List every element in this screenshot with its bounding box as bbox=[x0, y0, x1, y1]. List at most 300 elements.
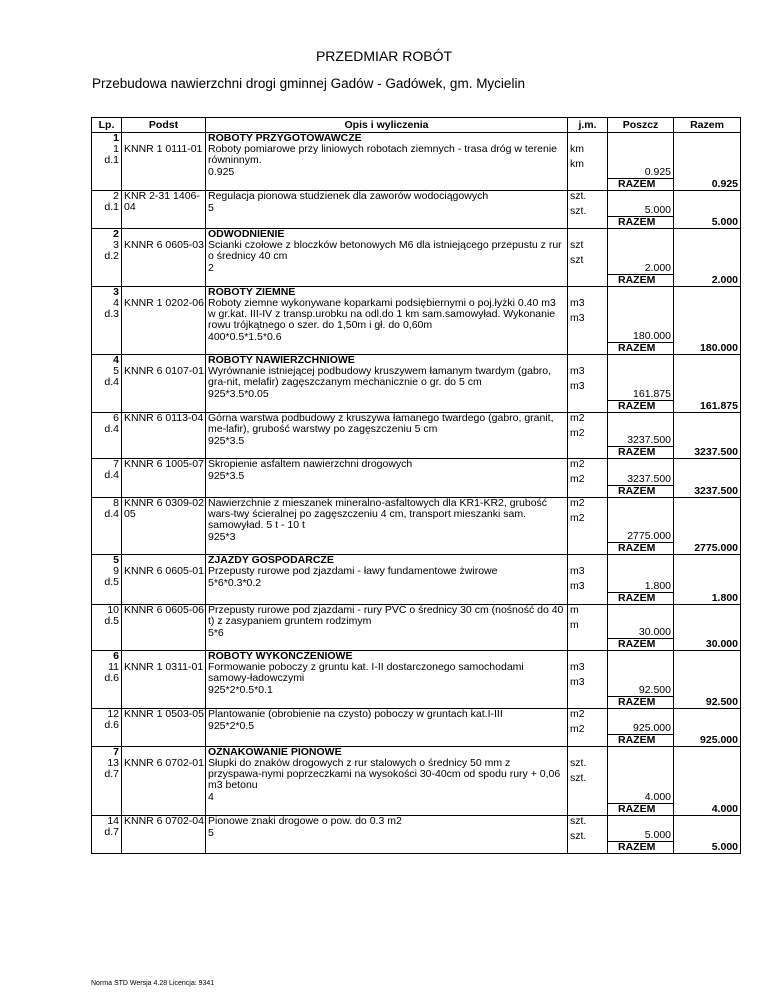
item-poszcz-value: 925.000 bbox=[633, 722, 671, 734]
item-description bbox=[206, 240, 568, 274]
section-razem-cell bbox=[674, 555, 741, 567]
item-poszcz-value: 3237.500 bbox=[627, 472, 671, 485]
table-row bbox=[92, 459, 741, 486]
item-description bbox=[206, 459, 568, 486]
section-poszcz-cell bbox=[608, 133, 674, 145]
item-razem-empty bbox=[674, 459, 741, 486]
col-header-jm: j.m. bbox=[568, 118, 608, 133]
item-unit-text: szt bbox=[570, 239, 584, 251]
razem-desc-empty bbox=[206, 400, 568, 412]
razem-code-empty bbox=[122, 543, 206, 555]
item-unit bbox=[568, 708, 608, 735]
razem-unit-empty bbox=[568, 639, 608, 651]
item-poszcz-value: 0.925 bbox=[644, 165, 671, 178]
item-podst bbox=[122, 144, 206, 178]
item-description-text: Roboty ziemne wykonywane koparkami podsiębiernymi o poj.łyżki 0.40 m3 w gr.kat. III-IV z transp.urobku na odl.do 1 km sam.samowyład. Wykonanie rowu trójkątnego o szer. do 1,50m i gł. do 0,60m bbox=[208, 296, 556, 331]
razem-code-empty bbox=[122, 178, 206, 190]
item-calculation: 925*3.5*0.05 bbox=[208, 388, 269, 400]
item-unit bbox=[568, 298, 608, 343]
section-row bbox=[92, 286, 741, 298]
item-unit-text: m3 bbox=[570, 365, 585, 377]
section-razem-cell bbox=[674, 286, 741, 298]
razem-lp-empty bbox=[92, 400, 122, 412]
col-header-razem: Razem bbox=[674, 118, 741, 133]
razem-code-empty bbox=[122, 400, 206, 412]
item-poszcz bbox=[608, 240, 674, 274]
item-lp bbox=[92, 298, 122, 343]
table-row bbox=[92, 566, 741, 592]
razem-unit-empty bbox=[568, 178, 608, 190]
section-poszcz-cell bbox=[608, 355, 674, 367]
item-description bbox=[206, 412, 568, 447]
razem-code-empty bbox=[122, 485, 206, 497]
item-code: KNR 2-31 1406- bbox=[124, 189, 200, 202]
item-unit-text: m2 bbox=[570, 707, 585, 720]
item-description-text: Pionowe znaki drogowe o pow. do 0.3 m2 bbox=[208, 814, 402, 827]
section-poszcz-cell bbox=[608, 286, 674, 298]
item-lp bbox=[92, 190, 122, 217]
item-poszcz bbox=[608, 298, 674, 343]
col-header-lp: Lp. bbox=[92, 118, 122, 133]
item-razem-empty bbox=[674, 144, 741, 178]
razem-code-empty bbox=[122, 592, 206, 604]
item-calculation: 0.925 bbox=[208, 166, 235, 178]
item-code: KNNR 6 0605-06 bbox=[124, 603, 204, 616]
item-description-text: Roboty pomiarowe przy liniowych robotach ziemnych - trasa dróg w terenie równinnym. bbox=[208, 143, 557, 166]
item-calc-unit: szt bbox=[570, 254, 584, 266]
razem-row bbox=[92, 639, 741, 651]
item-calc-unit: m3 bbox=[570, 580, 585, 592]
table-row bbox=[92, 662, 741, 696]
razem-lp-empty bbox=[92, 217, 122, 229]
razem-row bbox=[92, 343, 741, 355]
razem-desc-empty bbox=[206, 447, 568, 459]
razem-code-empty bbox=[122, 803, 206, 815]
item-unit-text: km bbox=[570, 143, 584, 155]
item-description bbox=[206, 604, 568, 639]
col-header-poszcz: Poszcz bbox=[608, 118, 674, 133]
razem-desc-empty bbox=[206, 343, 568, 355]
item-ref: d.1 bbox=[104, 154, 119, 166]
razem-label: RAZEM bbox=[608, 217, 674, 229]
item-calc-unit: m2 bbox=[570, 722, 585, 735]
item-lp bbox=[92, 240, 122, 274]
item-description-text: Nawierzchnie z mieszanek mineralno-asfaltowych dla KR1-KR2, grubość wars-twy ścieralnej po zagęszczeniu 4 cm, transport mieszanki sam. samowyład. 5 t - 10 t bbox=[208, 496, 548, 531]
razem-value: 5.000 bbox=[674, 217, 741, 229]
item-calc-unit: m3 bbox=[570, 311, 585, 324]
razem-row bbox=[92, 842, 741, 854]
item-code-cont: 05 bbox=[124, 507, 136, 520]
razem-unit-empty bbox=[568, 735, 608, 747]
razem-lp-empty bbox=[92, 343, 122, 355]
item-code: KNNR 6 0605-01 bbox=[124, 565, 204, 577]
item-calc-unit: m bbox=[570, 618, 579, 631]
razem-unit-empty bbox=[568, 842, 608, 854]
razem-row bbox=[92, 447, 741, 459]
item-lp bbox=[92, 708, 122, 735]
section-code-cell bbox=[122, 286, 206, 298]
item-calculation: 5*6*0.3*0.2 bbox=[208, 577, 262, 589]
item-number: 3 bbox=[113, 239, 119, 251]
item-poszcz-value: 30.000 bbox=[638, 626, 671, 638]
razem-label: RAZEM bbox=[608, 400, 674, 412]
item-calculation: 2 bbox=[208, 262, 214, 274]
razem-value: 2.000 bbox=[674, 274, 741, 286]
razem-desc-empty bbox=[206, 485, 568, 497]
item-unit bbox=[568, 190, 608, 217]
razem-value: 1.800 bbox=[674, 592, 741, 604]
razem-desc-empty bbox=[206, 696, 568, 708]
item-poszcz bbox=[608, 366, 674, 400]
section-number: 6 bbox=[92, 651, 122, 663]
item-number: 12 bbox=[107, 707, 119, 720]
item-code: KNNR 6 0107-01 bbox=[124, 365, 204, 377]
item-razem-empty bbox=[674, 298, 741, 343]
table-row bbox=[92, 190, 741, 217]
razem-row bbox=[92, 485, 741, 497]
item-calc-unit: km bbox=[570, 158, 584, 170]
item-poszcz-value: 4.000 bbox=[644, 790, 671, 803]
item-razem-empty bbox=[674, 662, 741, 696]
item-podst bbox=[122, 815, 206, 842]
razem-lp-empty bbox=[92, 842, 122, 854]
razem-row bbox=[92, 400, 741, 412]
item-number: 14 bbox=[107, 814, 119, 827]
item-calculation: 925*2*0.5*0.1 bbox=[208, 684, 273, 696]
razem-value: 3237.500 bbox=[674, 447, 741, 459]
razem-value: 161.875 bbox=[674, 400, 741, 412]
item-unit bbox=[568, 240, 608, 274]
item-description-text: Skropienie asfaltem nawierzchni drogowych bbox=[208, 458, 413, 470]
item-unit-text: m3 bbox=[570, 296, 585, 309]
item-ref: d.5 bbox=[104, 576, 119, 588]
item-poszcz-value: 5.000 bbox=[644, 829, 671, 841]
table-row bbox=[92, 758, 741, 803]
item-lp bbox=[92, 604, 122, 639]
section-number: 5 bbox=[92, 555, 122, 567]
item-razem-empty bbox=[674, 497, 741, 543]
item-calc-unit: szt. bbox=[570, 772, 587, 784]
razem-lp-empty bbox=[92, 447, 122, 459]
section-title: ZJAZDY GOSPODARCZE bbox=[206, 555, 568, 567]
razem-label: RAZEM bbox=[608, 735, 674, 747]
razem-unit-empty bbox=[568, 543, 608, 555]
item-description-text: Formowanie poboczy z gruntu kat. I-II dostarczonego samochodami samowy-ładowczymi bbox=[208, 661, 524, 684]
item-calculation: 925*3 bbox=[208, 530, 236, 543]
item-description bbox=[206, 298, 568, 343]
razem-lp-empty bbox=[92, 592, 122, 604]
table-row bbox=[92, 298, 741, 343]
item-ref: d.4 bbox=[104, 422, 119, 435]
razem-desc-empty bbox=[206, 803, 568, 815]
razem-label: RAZEM bbox=[608, 639, 674, 651]
item-podst bbox=[122, 662, 206, 696]
razem-row bbox=[92, 178, 741, 190]
item-unit bbox=[568, 662, 608, 696]
item-unit-text: m2 bbox=[570, 458, 585, 470]
item-podst bbox=[122, 240, 206, 274]
item-unit bbox=[568, 566, 608, 592]
item-calc-unit: m2 bbox=[570, 511, 585, 524]
razem-row bbox=[92, 696, 741, 708]
razem-code-empty bbox=[122, 217, 206, 229]
item-razem-empty bbox=[674, 190, 741, 217]
razem-unit-empty bbox=[568, 400, 608, 412]
item-description bbox=[206, 566, 568, 592]
item-poszcz bbox=[608, 497, 674, 543]
item-razem-empty bbox=[674, 708, 741, 735]
razem-unit-empty bbox=[568, 696, 608, 708]
item-code: KNNR 6 0605-03 bbox=[124, 239, 204, 251]
item-ref: d.2 bbox=[104, 250, 119, 262]
razem-code-empty bbox=[122, 639, 206, 651]
item-description-text: Plantowanie (obrobienie na czysto) poboczy w gruntach kat.I-III bbox=[208, 707, 503, 720]
item-razem-empty bbox=[674, 240, 741, 274]
item-calc-unit: m3 bbox=[570, 380, 585, 392]
razem-code-empty bbox=[122, 274, 206, 286]
item-description-text: Scianki czołowe z bloczków betonowych M6 dla istniejącego przepustu z rur o średnicy 40 cm bbox=[208, 239, 562, 262]
razem-row bbox=[92, 274, 741, 286]
item-podst bbox=[122, 412, 206, 447]
table-row bbox=[92, 144, 741, 178]
item-number: 4 bbox=[113, 296, 119, 309]
item-code-cont: 04 bbox=[124, 200, 136, 213]
razem-label: RAZEM bbox=[608, 803, 674, 815]
item-unit bbox=[568, 604, 608, 639]
item-description bbox=[206, 497, 568, 543]
item-lp bbox=[92, 662, 122, 696]
item-ref: d.4 bbox=[104, 507, 119, 520]
item-unit bbox=[568, 758, 608, 803]
item-number: 10 bbox=[107, 603, 119, 616]
item-calculation: 925*3.5 bbox=[208, 434, 245, 447]
section-title: ROBOTY NAWIERZCHNIOWE bbox=[206, 355, 568, 367]
section-number: 2 bbox=[92, 229, 122, 241]
section-number: 1 bbox=[92, 133, 122, 145]
table-row bbox=[92, 604, 741, 639]
item-ref: d.3 bbox=[104, 307, 119, 320]
item-description-text: Przepusty rurowe pod zjazdami - ławy fundamentowe żwirowe bbox=[208, 565, 498, 577]
item-code: KNNR 1 0311-01 bbox=[124, 661, 204, 673]
item-calculation: 4 bbox=[208, 791, 214, 803]
item-description-text: Regulacja pionowa studzienek dla zaworów wodociągowych bbox=[208, 189, 489, 202]
razem-label: RAZEM bbox=[608, 696, 674, 708]
razem-unit-empty bbox=[568, 274, 608, 286]
item-unit bbox=[568, 459, 608, 486]
razem-code-empty bbox=[122, 343, 206, 355]
item-number: 8 bbox=[113, 496, 119, 509]
item-unit bbox=[568, 366, 608, 400]
item-poszcz-value: 180.000 bbox=[633, 330, 671, 342]
item-poszcz-value: 5.000 bbox=[644, 204, 671, 216]
item-number: 11 bbox=[108, 661, 119, 673]
item-ref: d.5 bbox=[104, 614, 119, 627]
item-poszcz-value: 161.875 bbox=[633, 387, 671, 400]
item-poszcz bbox=[608, 144, 674, 178]
section-unit-cell bbox=[568, 286, 608, 298]
razem-desc-empty bbox=[206, 639, 568, 651]
item-calc-unit: szt. bbox=[570, 204, 587, 217]
razem-unit-empty bbox=[568, 803, 608, 815]
table-row bbox=[92, 240, 741, 274]
item-poszcz bbox=[608, 566, 674, 592]
item-number: 13 bbox=[107, 757, 119, 769]
item-code: KNNR 1 0111-01 bbox=[124, 143, 203, 155]
col-header-opis: Opis i wyliczenia bbox=[206, 118, 568, 133]
razem-label: RAZEM bbox=[608, 447, 674, 459]
item-unit-text: szt. bbox=[570, 757, 587, 769]
item-description-text: Górna warstwa podbudowy z kruszywa łamanego twardego (gabro, granit, me-lafir), grubość warstwy po zagęszczeniu 5 cm bbox=[208, 411, 554, 435]
razem-value: 4.000 bbox=[674, 803, 741, 815]
item-code: KNNR 6 0113-04 bbox=[124, 411, 204, 424]
razem-lp-empty bbox=[92, 485, 122, 497]
item-code: KNNR 6 1005-07 bbox=[124, 458, 204, 470]
item-calculation: 5 bbox=[208, 826, 214, 839]
razem-lp-empty bbox=[92, 735, 122, 747]
col-header-podst: Podst bbox=[122, 118, 206, 133]
item-podst bbox=[122, 366, 206, 400]
item-number: 2 bbox=[113, 189, 119, 202]
razem-desc-empty bbox=[206, 274, 568, 286]
razem-lp-empty bbox=[92, 639, 122, 651]
item-code: KNNR 1 0202-06 bbox=[124, 296, 204, 309]
razem-label: RAZEM bbox=[608, 178, 674, 190]
item-podst bbox=[122, 298, 206, 343]
item-ref: d.7 bbox=[104, 825, 119, 838]
razem-lp-empty bbox=[92, 274, 122, 286]
section-poszcz-cell bbox=[608, 229, 674, 241]
section-poszcz-cell bbox=[608, 555, 674, 567]
item-razem-empty bbox=[674, 566, 741, 592]
footer-license: Norma STD Wersja 4.28 Licencja: 9341 bbox=[91, 980, 215, 987]
item-code: KNNR 6 0309-02 bbox=[124, 496, 204, 509]
razem-row bbox=[92, 217, 741, 229]
item-calculation: 5*6 bbox=[208, 626, 224, 639]
table-body bbox=[92, 133, 741, 854]
item-description bbox=[206, 190, 568, 217]
razem-row bbox=[92, 543, 741, 555]
item-calc-unit: m2 bbox=[570, 473, 585, 485]
razem-desc-empty bbox=[206, 217, 568, 229]
razem-row bbox=[92, 592, 741, 604]
razem-label: RAZEM bbox=[608, 543, 674, 555]
item-number: 9 bbox=[113, 565, 119, 577]
razem-value: 3237.500 bbox=[674, 485, 741, 497]
item-unit bbox=[568, 497, 608, 543]
razem-label: RAZEM bbox=[608, 343, 674, 355]
item-description bbox=[206, 144, 568, 178]
item-lp bbox=[92, 497, 122, 543]
item-poszcz bbox=[608, 459, 674, 486]
item-number: 7 bbox=[113, 458, 119, 470]
item-lp bbox=[92, 366, 122, 400]
item-number: 5 bbox=[113, 365, 119, 377]
razem-code-empty bbox=[122, 696, 206, 708]
section-title: ROBOTY WYKOŃCZENIOWE bbox=[206, 651, 568, 663]
razem-unit-empty bbox=[568, 217, 608, 229]
item-podst bbox=[122, 708, 206, 735]
item-poszcz bbox=[608, 604, 674, 639]
razem-desc-empty bbox=[206, 735, 568, 747]
item-unit-text: szt. bbox=[570, 814, 587, 827]
razem-value: 925.000 bbox=[674, 735, 741, 747]
razem-row bbox=[92, 803, 741, 815]
item-calc-unit: m3 bbox=[570, 676, 585, 688]
razem-unit-empty bbox=[568, 592, 608, 604]
item-ref: d.7 bbox=[104, 768, 119, 780]
section-razem-cell bbox=[674, 229, 741, 241]
razem-value: 2775.000 bbox=[674, 543, 741, 555]
item-description bbox=[206, 366, 568, 400]
razem-unit-empty bbox=[568, 343, 608, 355]
item-ref: d.4 bbox=[104, 469, 119, 481]
item-unit-text: m3 bbox=[570, 661, 585, 673]
item-unit bbox=[568, 412, 608, 447]
item-calc-unit: m2 bbox=[570, 426, 585, 439]
item-description bbox=[206, 758, 568, 803]
item-poszcz bbox=[608, 190, 674, 217]
item-calculation: 925*2*0.5 bbox=[208, 719, 255, 732]
table-header-row bbox=[92, 118, 741, 133]
item-poszcz-value: 2775.000 bbox=[627, 530, 671, 542]
item-code: KNNR 6 0702-04 bbox=[124, 814, 204, 827]
item-number: 1 bbox=[113, 143, 119, 155]
item-description-text: Przepusty rurowe pod zjazdami - rury PVC o średnicy 30 cm (nośność do 40 t) z zasypaniem gruntem rodzimym bbox=[208, 603, 564, 627]
razem-value: 180.000 bbox=[674, 343, 741, 355]
item-description bbox=[206, 708, 568, 735]
table-row bbox=[92, 412, 741, 447]
razem-value: 0.925 bbox=[674, 178, 741, 190]
section-razem-cell bbox=[674, 747, 741, 759]
item-description-text: Wyrównanie istniejącej podbudowy kruszywem łamanym twardym (gabro, gra-nit, melafir) zagęszczanym mechanicznie o gr. do 5 cm bbox=[208, 365, 552, 388]
item-description bbox=[206, 662, 568, 696]
razem-label: RAZEM bbox=[608, 842, 674, 854]
razem-unit-empty bbox=[568, 485, 608, 497]
item-code: KNNR 6 0702-01 bbox=[124, 757, 204, 769]
item-lp bbox=[92, 758, 122, 803]
section-number: 3 bbox=[92, 286, 122, 298]
item-unit-text: m3 bbox=[570, 565, 585, 577]
razem-desc-empty bbox=[206, 178, 568, 190]
item-unit-text: m2 bbox=[570, 411, 585, 424]
item-lp bbox=[92, 566, 122, 592]
item-razem-empty bbox=[674, 412, 741, 447]
razem-value: 5.000 bbox=[674, 842, 741, 854]
section-title: ROBOTY ZIEMNE bbox=[206, 286, 568, 298]
razem-code-empty bbox=[122, 447, 206, 459]
item-code: KNNR 1 0503-05 bbox=[124, 707, 204, 720]
item-unit bbox=[568, 144, 608, 178]
item-podst bbox=[122, 497, 206, 543]
razem-label: RAZEM bbox=[608, 274, 674, 286]
section-razem-cell bbox=[674, 133, 741, 145]
item-razem-empty bbox=[674, 366, 741, 400]
razem-code-empty bbox=[122, 842, 206, 854]
item-podst bbox=[122, 190, 206, 217]
item-poszcz-value: 3237.500 bbox=[627, 434, 671, 446]
item-razem-empty bbox=[674, 604, 741, 639]
item-podst bbox=[122, 604, 206, 639]
item-poszcz bbox=[608, 815, 674, 842]
item-poszcz-value: 92.500 bbox=[638, 683, 671, 696]
item-calculation: 400*0.5*1.5*0.6 bbox=[208, 330, 282, 343]
razem-label: RAZEM bbox=[608, 592, 674, 604]
razem-lp-empty bbox=[92, 178, 122, 190]
item-description bbox=[206, 815, 568, 842]
item-calculation: 5 bbox=[208, 201, 214, 214]
section-poszcz-cell bbox=[608, 651, 674, 663]
section-poszcz-cell bbox=[608, 747, 674, 759]
